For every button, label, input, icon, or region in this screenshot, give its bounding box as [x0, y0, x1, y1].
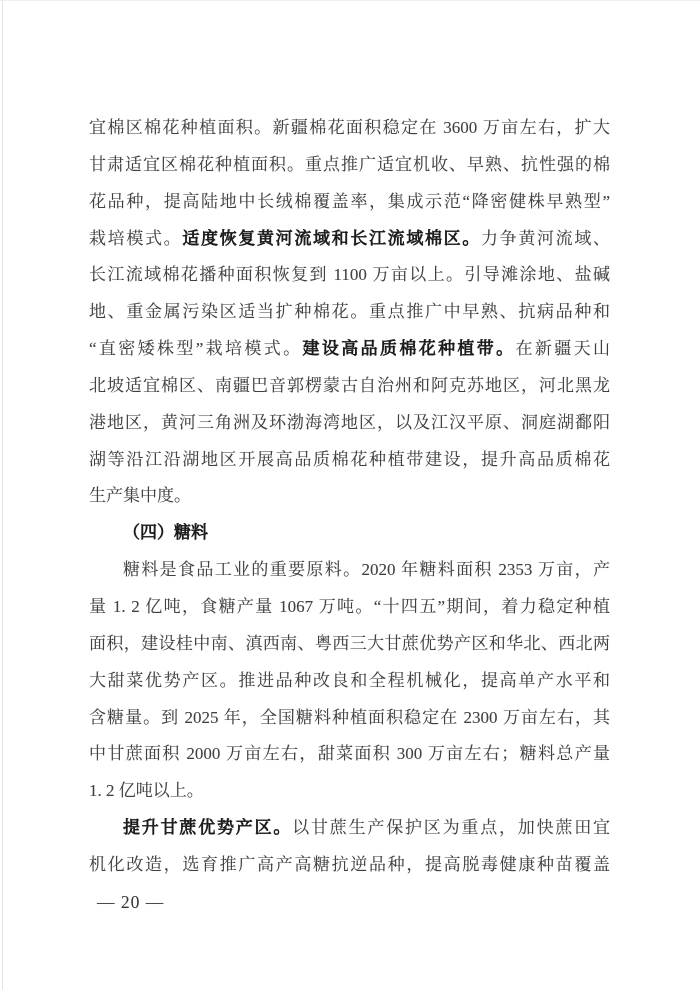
text-segment: 面积，建设桂中南、滇西南、粤西三大甘蔗优势产区和华北、西北两	[89, 633, 610, 653]
text-line	[89, 257, 610, 294]
text-line	[89, 442, 610, 479]
text-line	[89, 810, 610, 847]
text-line	[89, 847, 610, 884]
text-segment: 机化改造，选育推广高产高糖抗逆品种，提高脱毒健康种苗覆盖	[89, 854, 610, 874]
text-segment: 大甜菜优势产区。推进品种改良和全程机械化，提高单产水平和	[89, 670, 610, 690]
text-line	[89, 110, 610, 147]
text-segment: 湖等沿江沿湖地区开展高品质棉花种植带建设，提升高品质棉花	[89, 449, 610, 469]
text-segment: 栽培模式。	[89, 228, 183, 248]
text-line	[89, 663, 610, 700]
text-line	[89, 221, 610, 258]
text-line	[89, 626, 610, 663]
text-line	[89, 773, 610, 810]
scan-edge-top	[0, 0, 700, 1]
text-segment: “直密矮株型”栽培模式。	[89, 339, 303, 359]
bold-text-segment: 建设高品质棉花种植带。	[302, 339, 516, 359]
text-segment: 甘肃适宜区棉花种植面积。重点推广适宜机收、早熟、抗性强的棉	[89, 154, 610, 174]
text-line	[89, 589, 610, 626]
text-segment: 生产集中度。	[89, 486, 191, 506]
text-segment: 1. 2 亿吨以上。	[89, 781, 204, 801]
text-segment: 北坡适宜棉区、南疆巴音郭楞蒙古自治州和阿克苏地区，河北黑龙	[89, 375, 610, 395]
text-segment: 力争黄河流域、	[481, 228, 610, 248]
text-line	[89, 184, 610, 221]
text-line	[89, 368, 610, 405]
text-segment: 量 1. 2 亿吨，食糖产量 1067 万吨。“十四五”期间，着力稳定种植	[89, 596, 610, 616]
text-segment: 地、重金属污染区适当扩种棉花。重点推广中早熟、抗病品种和	[89, 302, 610, 322]
text-line	[89, 331, 610, 368]
text-line	[89, 736, 610, 773]
text-line	[89, 294, 610, 331]
text-line	[89, 552, 610, 589]
text-line	[89, 478, 610, 515]
text-segment: 港地区，黄河三角洲及环渤海湾地区，以及江汉平原、洞庭湖鄱阳	[89, 412, 610, 432]
text-segment: 宜棉区棉花种植面积。新疆棉花面积稳定在 3600 万亩左右，扩大	[89, 118, 610, 137]
section-heading	[89, 515, 610, 552]
scan-edge-left	[2, 0, 3, 990]
text-segment: 长江流域棉花播种面积恢复到 1100 万亩以上。引导滩涂地、盐碱	[89, 265, 610, 285]
text-line	[89, 700, 610, 737]
text-segment: 花品种，提高陆地中长绒棉覆盖率，集成示范“降密健株早熟型”	[89, 191, 610, 211]
page-number: — 20 —	[97, 892, 165, 912]
text-segment: 以甘蔗生产保护区为重点，加快蔗田宜	[292, 818, 610, 838]
text-block	[89, 110, 610, 884]
text-segment: 中甘蔗面积 2000 万亩左右，甜菜面积 300 万亩左右；糖料总产量	[89, 744, 610, 764]
bold-text-segment: 适度恢复黄河流域和长江流域棉区。	[182, 228, 482, 248]
text-segment: 含糖量。到 2025 年，全国糖料种植面积稳定在 2300 万亩左右，其	[89, 707, 610, 727]
text-segment: 糖料是食品工业的重要原料。2020 年糖料面积 2353 万亩，产	[123, 560, 610, 580]
text-line	[89, 147, 610, 184]
text-segment: 在新疆天山	[515, 339, 610, 359]
text-line	[89, 405, 610, 442]
bold-text-segment: （四）糖料	[123, 523, 208, 543]
bold-text-segment: 提升甘蔗优势产区。	[123, 818, 293, 838]
